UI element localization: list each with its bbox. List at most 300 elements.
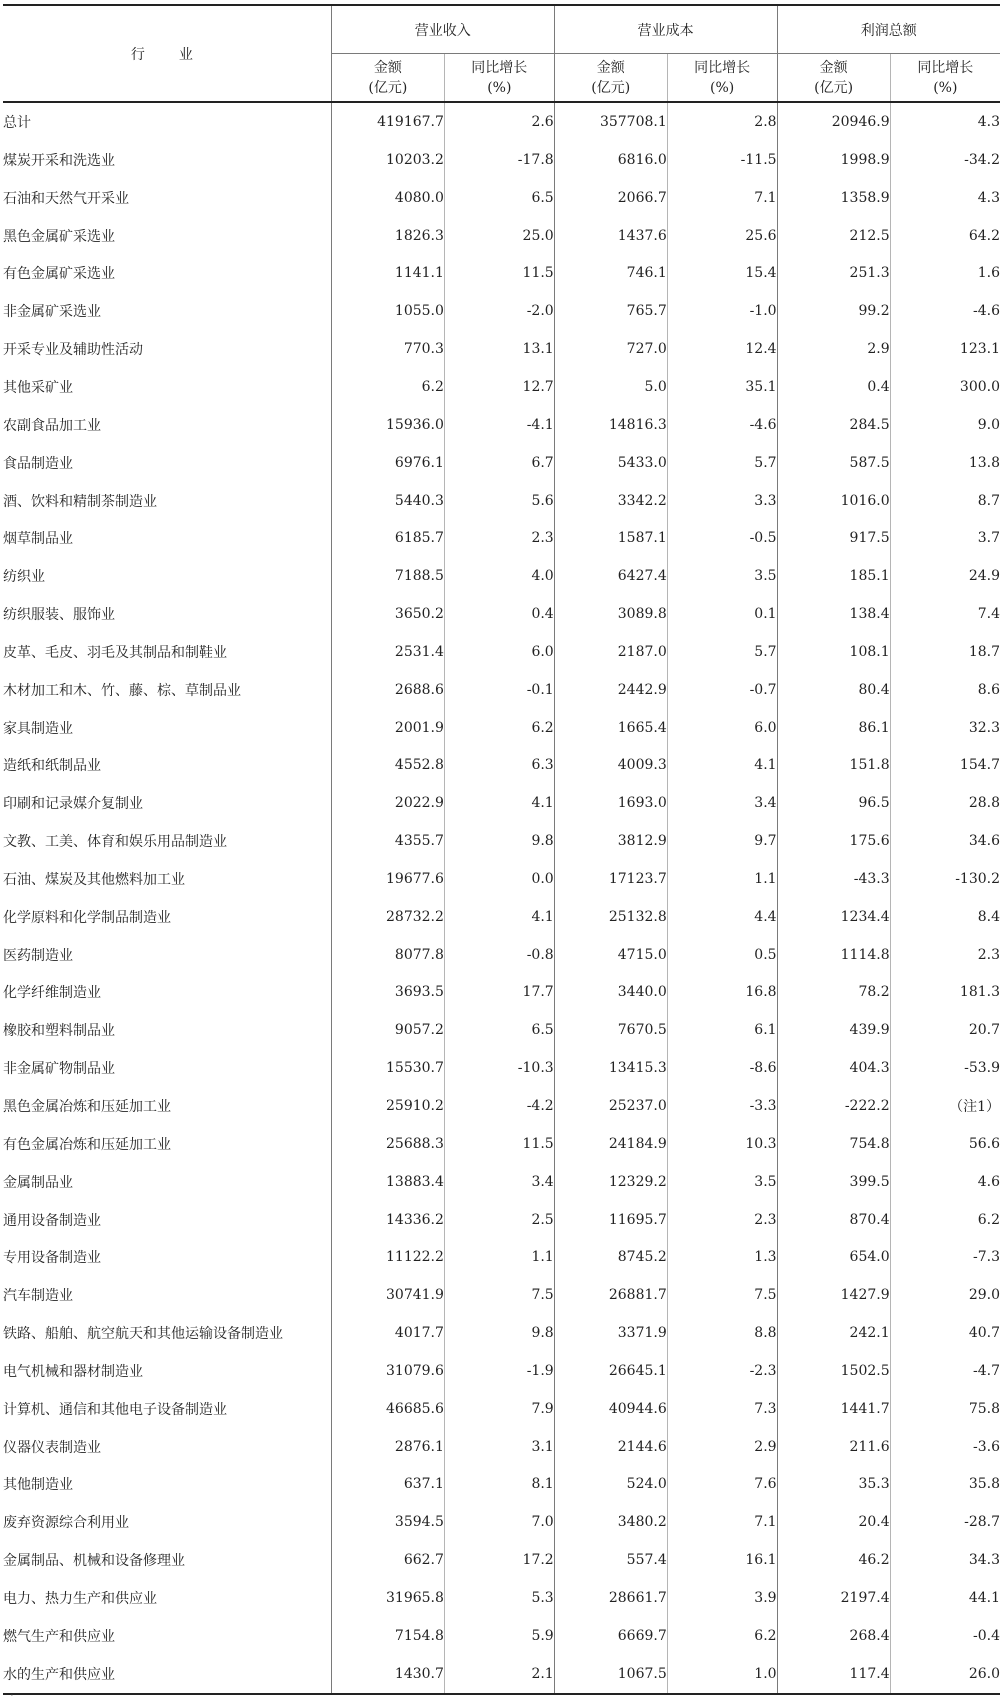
revenue-amount-cell: 6185.7 xyxy=(331,519,444,557)
cost-amount-cell: 28661.7 xyxy=(554,1579,667,1617)
profit-growth-cell: 3.7 xyxy=(890,519,1000,557)
revenue-growth-cell: 6.5 xyxy=(444,1011,554,1049)
table-row xyxy=(3,671,1000,709)
industry-name-cell: 燃气生产和供应业 xyxy=(3,1617,331,1655)
revenue-growth-cell: -17.8 xyxy=(444,141,554,179)
revenue-amount-cell: 8077.8 xyxy=(331,936,444,974)
revenue-growth-cell: 2.3 xyxy=(444,519,554,557)
profit-growth-cell: 35.8 xyxy=(890,1466,1000,1504)
cost-growth-cell: 10.3 xyxy=(667,1125,777,1163)
industry-name-cell: 皮革、毛皮、羽毛及其制品和制鞋业 xyxy=(3,633,331,671)
table-row xyxy=(3,557,1000,595)
table-row xyxy=(3,860,1000,898)
cost-amount-cell: 24184.9 xyxy=(554,1125,667,1163)
cost-amount-cell: 3812.9 xyxy=(554,822,667,860)
table-row xyxy=(3,519,1000,557)
table-row xyxy=(3,368,1000,406)
cost-amount-cell: 3440.0 xyxy=(554,974,667,1012)
industry-name-cell: 家具制造业 xyxy=(3,709,331,747)
table-row xyxy=(3,444,1000,482)
table-row xyxy=(3,1541,1000,1579)
revenue-amount-cell: 662.7 xyxy=(331,1541,444,1579)
industry-name-cell: 非金属矿物制品业 xyxy=(3,1049,331,1087)
profit-growth-cell: 8.7 xyxy=(890,482,1000,520)
industry-name-cell: 石油、煤炭及其他燃料加工业 xyxy=(3,860,331,898)
profit-growth-cell: 8.6 xyxy=(890,671,1000,709)
revenue-growth-cell: 5.9 xyxy=(444,1617,554,1655)
revenue-amount-cell: 46685.6 xyxy=(331,1390,444,1428)
cost-amount-cell: 6427.4 xyxy=(554,557,667,595)
profit-growth-cell: 75.8 xyxy=(890,1390,1000,1428)
profit-amount-cell: 35.3 xyxy=(777,1466,890,1504)
industry-name-cell: 石油和天然气开采业 xyxy=(3,179,331,217)
profit-amount-cell: 20946.9 xyxy=(777,102,890,141)
cost-amount-cell: 1665.4 xyxy=(554,709,667,747)
industry-name-cell: 食品制造业 xyxy=(3,444,331,482)
revenue-header: 营业收入 xyxy=(331,5,554,54)
profit-growth-cell: 7.4 xyxy=(890,595,1000,633)
cost-amount-cell: 357708.1 xyxy=(554,102,667,141)
revenue-amount-cell: 1141.1 xyxy=(331,255,444,293)
profit-amount-cell: 2.9 xyxy=(777,330,890,368)
revenue-amount-cell: 15936.0 xyxy=(331,406,444,444)
industry-table xyxy=(3,4,1000,1695)
profit-amount-cell: 46.2 xyxy=(777,1541,890,1579)
profit-growth-cell: 4.3 xyxy=(890,102,1000,141)
revenue-amount-header: 金额 (亿元) xyxy=(331,54,444,103)
revenue-growth-cell: 17.7 xyxy=(444,974,554,1012)
revenue-growth-cell: 3.1 xyxy=(444,1428,554,1466)
table-row xyxy=(3,747,1000,785)
cost-amount-cell: 8745.2 xyxy=(554,1238,667,1276)
table-row xyxy=(3,255,1000,293)
revenue-growth-cell: -0.8 xyxy=(444,936,554,974)
revenue-amount-cell: 2876.1 xyxy=(331,1428,444,1466)
revenue-amount-cell: 30741.9 xyxy=(331,1276,444,1314)
table-row xyxy=(3,1390,1000,1428)
revenue-growth-cell: 6.0 xyxy=(444,633,554,671)
industry-name-cell: 铁路、船舶、航空航天和其他运输设备制造业 xyxy=(3,1314,331,1352)
profit-growth-cell: 24.9 xyxy=(890,557,1000,595)
industry-name-cell: 烟草制品业 xyxy=(3,519,331,557)
industry-name-cell: 煤炭开采和洗选业 xyxy=(3,141,331,179)
cost-growth-cell: 0.1 xyxy=(667,595,777,633)
profit-amount-cell: 284.5 xyxy=(777,406,890,444)
revenue-amount-cell: 2001.9 xyxy=(331,709,444,747)
industry-name-cell: 医药制造业 xyxy=(3,936,331,974)
cost-amount-cell: 1587.1 xyxy=(554,519,667,557)
cost-amount-cell: 1437.6 xyxy=(554,217,667,255)
revenue-amount-cell: 15530.7 xyxy=(331,1049,444,1087)
revenue-amount-cell: 31965.8 xyxy=(331,1579,444,1617)
cost-growth-cell: -4.6 xyxy=(667,406,777,444)
industry-name-cell: 汽车制造业 xyxy=(3,1276,331,1314)
profit-growth-cell: 44.1 xyxy=(890,1579,1000,1617)
cost-amount-cell: 7670.5 xyxy=(554,1011,667,1049)
profit-amount-cell: 917.5 xyxy=(777,519,890,557)
revenue-growth-cell: 7.0 xyxy=(444,1503,554,1541)
profit-amount-cell: 138.4 xyxy=(777,595,890,633)
revenue-amount-cell: 3693.5 xyxy=(331,974,444,1012)
table-row xyxy=(3,1503,1000,1541)
cost-amount-cell: 14816.3 xyxy=(554,406,667,444)
revenue-amount-cell: 4080.0 xyxy=(331,179,444,217)
table-row xyxy=(3,633,1000,671)
profit-amount-cell: 399.5 xyxy=(777,1163,890,1201)
industry-name-cell: 电气机械和器材制造业 xyxy=(3,1352,331,1390)
revenue-growth-cell: 7.5 xyxy=(444,1276,554,1314)
cost-amount-cell: 11695.7 xyxy=(554,1201,667,1239)
table-row xyxy=(3,1163,1000,1201)
cost-amount-cell: 3089.8 xyxy=(554,595,667,633)
cost-growth-cell: 4.4 xyxy=(667,898,777,936)
cost-growth-cell: 1.3 xyxy=(667,1238,777,1276)
revenue-growth-cell: 0.4 xyxy=(444,595,554,633)
cost-growth-cell: 6.2 xyxy=(667,1617,777,1655)
profit-amount-cell: 1998.9 xyxy=(777,141,890,179)
industry-name-cell: 化学纤维制造业 xyxy=(3,974,331,1012)
revenue-amount-cell: 31079.6 xyxy=(331,1352,444,1390)
revenue-growth-cell: 4.1 xyxy=(444,898,554,936)
revenue-growth-cell: 4.0 xyxy=(444,557,554,595)
cost-growth-cell: 2.8 xyxy=(667,102,777,141)
cost-growth-cell: 1.0 xyxy=(667,1655,777,1694)
revenue-growth-cell: 6.7 xyxy=(444,444,554,482)
cost-growth-cell: -8.6 xyxy=(667,1049,777,1087)
cost-growth-cell: 9.7 xyxy=(667,822,777,860)
revenue-growth-cell: 1.1 xyxy=(444,1238,554,1276)
table-row xyxy=(3,1087,1000,1125)
cost-growth-cell: 4.1 xyxy=(667,747,777,785)
cost-growth-cell: 3.9 xyxy=(667,1579,777,1617)
revenue-growth-cell: -10.3 xyxy=(444,1049,554,1087)
industry-name-cell: 黑色金属冶炼和压延加工业 xyxy=(3,1087,331,1125)
revenue-amount-cell: 419167.7 xyxy=(331,102,444,141)
cost-growth-cell: 1.1 xyxy=(667,860,777,898)
revenue-growth-cell: 5.3 xyxy=(444,1579,554,1617)
cost-amount-cell: 3371.9 xyxy=(554,1314,667,1352)
cost-growth-cell: -1.0 xyxy=(667,292,777,330)
profit-amount-cell: 99.2 xyxy=(777,292,890,330)
cost-amount-cell: 3480.2 xyxy=(554,1503,667,1541)
industry-name-cell: 有色金属矿采选业 xyxy=(3,255,331,293)
table-row xyxy=(3,1466,1000,1504)
cost-amount-cell: 4009.3 xyxy=(554,747,667,785)
revenue-growth-cell: 11.5 xyxy=(444,255,554,293)
profit-amount-cell: -43.3 xyxy=(777,860,890,898)
profit-amount-cell: 1016.0 xyxy=(777,482,890,520)
profit-growth-cell: 154.7 xyxy=(890,747,1000,785)
profit-amount-cell: 117.4 xyxy=(777,1655,890,1694)
table-row xyxy=(3,1276,1000,1314)
profit-amount-cell: 242.1 xyxy=(777,1314,890,1352)
industry-name-cell: 金属制品业 xyxy=(3,1163,331,1201)
revenue-amount-cell: 4017.7 xyxy=(331,1314,444,1352)
cost-growth-cell: 35.1 xyxy=(667,368,777,406)
cost-growth-cell: 5.7 xyxy=(667,444,777,482)
table-row xyxy=(3,1579,1000,1617)
profit-amount-cell: 1114.8 xyxy=(777,936,890,974)
cost-growth-header: 同比增长 (%) xyxy=(667,54,777,103)
cost-growth-cell: 7.5 xyxy=(667,1276,777,1314)
revenue-amount-cell: 1055.0 xyxy=(331,292,444,330)
cost-growth-cell: 5.7 xyxy=(667,633,777,671)
revenue-amount-cell: 1430.7 xyxy=(331,1655,444,1694)
profit-amount-cell: 1441.7 xyxy=(777,1390,890,1428)
cost-growth-cell: -0.7 xyxy=(667,671,777,709)
profit-amount-cell: 754.8 xyxy=(777,1125,890,1163)
cost-amount-cell: 12329.2 xyxy=(554,1163,667,1201)
profit-amount-header: 金额 (亿元) xyxy=(777,54,890,103)
cost-amount-cell: 1067.5 xyxy=(554,1655,667,1694)
table-row xyxy=(3,330,1000,368)
profit-amount-cell: 108.1 xyxy=(777,633,890,671)
revenue-amount-cell: 6.2 xyxy=(331,368,444,406)
table-row xyxy=(3,292,1000,330)
cost-growth-cell: 3.3 xyxy=(667,482,777,520)
profit-growth-cell: （注1） xyxy=(890,1087,1000,1125)
cost-growth-cell: 7.1 xyxy=(667,1503,777,1541)
industry-name-cell: 农副食品加工业 xyxy=(3,406,331,444)
industry-name-cell: 其他采矿业 xyxy=(3,368,331,406)
profit-amount-cell: 86.1 xyxy=(777,709,890,747)
table-row xyxy=(3,1201,1000,1239)
industry-name-cell: 专用设备制造业 xyxy=(3,1238,331,1276)
cost-growth-cell: -0.5 xyxy=(667,519,777,557)
total-row xyxy=(3,102,1000,141)
table-row xyxy=(3,822,1000,860)
profit-amount-cell: 78.2 xyxy=(777,974,890,1012)
revenue-amount-cell: 7188.5 xyxy=(331,557,444,595)
cost-growth-cell: 6.0 xyxy=(667,709,777,747)
revenue-growth-cell: -4.1 xyxy=(444,406,554,444)
profit-growth-cell: -34.2 xyxy=(890,141,1000,179)
profit-amount-cell: 175.6 xyxy=(777,822,890,860)
revenue-amount-cell: 11122.2 xyxy=(331,1238,444,1276)
cost-amount-header: 金额 (亿元) xyxy=(554,54,667,103)
cost-amount-cell: 2442.9 xyxy=(554,671,667,709)
revenue-growth-cell: 9.8 xyxy=(444,822,554,860)
industry-name-cell: 总计 xyxy=(3,102,331,141)
table-body xyxy=(3,102,1000,1694)
table-row xyxy=(3,936,1000,974)
revenue-growth-cell: 13.1 xyxy=(444,330,554,368)
profit-amount-cell: 1502.5 xyxy=(777,1352,890,1390)
revenue-amount-cell: 4355.7 xyxy=(331,822,444,860)
profit-growth-cell: 13.8 xyxy=(890,444,1000,482)
revenue-amount-cell: 5440.3 xyxy=(331,482,444,520)
cost-amount-cell: 2144.6 xyxy=(554,1428,667,1466)
table-row xyxy=(3,482,1000,520)
revenue-amount-cell: 3650.2 xyxy=(331,595,444,633)
industry-name-cell: 纺织服装、服饰业 xyxy=(3,595,331,633)
revenue-amount-cell: 2688.6 xyxy=(331,671,444,709)
table-row xyxy=(3,974,1000,1012)
industry-name-cell: 非金属矿采选业 xyxy=(3,292,331,330)
revenue-amount-cell: 14336.2 xyxy=(331,1201,444,1239)
revenue-growth-cell: -2.0 xyxy=(444,292,554,330)
profit-growth-cell: 2.3 xyxy=(890,936,1000,974)
table-row xyxy=(3,179,1000,217)
industry-name-cell: 有色金属冶炼和压延加工业 xyxy=(3,1125,331,1163)
profit-growth-cell: -4.6 xyxy=(890,292,1000,330)
industry-name-cell: 仪器仪表制造业 xyxy=(3,1428,331,1466)
table-row xyxy=(3,1428,1000,1466)
table-row xyxy=(3,1238,1000,1276)
cost-growth-cell: 3.4 xyxy=(667,784,777,822)
industry-name-cell: 化学原料和化学制品制造业 xyxy=(3,898,331,936)
revenue-amount-cell: 9057.2 xyxy=(331,1011,444,1049)
profit-growth-cell: 6.2 xyxy=(890,1201,1000,1239)
table-row xyxy=(3,141,1000,179)
profit-growth-cell: 1.6 xyxy=(890,255,1000,293)
profit-growth-cell: 56.6 xyxy=(890,1125,1000,1163)
table-row xyxy=(3,1352,1000,1390)
profit-amount-cell: 212.5 xyxy=(777,217,890,255)
profit-growth-cell: 123.1 xyxy=(890,330,1000,368)
table-row xyxy=(3,595,1000,633)
cost-growth-cell: -11.5 xyxy=(667,141,777,179)
table-row xyxy=(3,1314,1000,1352)
profit-growth-header: 同比增长 (%) xyxy=(890,54,1000,103)
cost-amount-cell: 5433.0 xyxy=(554,444,667,482)
profit-growth-cell: 32.3 xyxy=(890,709,1000,747)
profit-amount-cell: 587.5 xyxy=(777,444,890,482)
table-row xyxy=(3,1125,1000,1163)
table-row xyxy=(3,1011,1000,1049)
cost-growth-cell: 16.8 xyxy=(667,974,777,1012)
table-header xyxy=(3,5,1000,102)
profit-amount-cell: 0.4 xyxy=(777,368,890,406)
cost-amount-cell: 765.7 xyxy=(554,292,667,330)
profit-growth-cell: 20.7 xyxy=(890,1011,1000,1049)
profit-amount-cell: 870.4 xyxy=(777,1201,890,1239)
revenue-amount-cell: 3594.5 xyxy=(331,1503,444,1541)
revenue-growth-cell: 2.6 xyxy=(444,102,554,141)
profit-amount-cell: 251.3 xyxy=(777,255,890,293)
profit-growth-cell: 18.7 xyxy=(890,633,1000,671)
cost-amount-cell: 524.0 xyxy=(554,1466,667,1504)
cost-amount-cell: 2187.0 xyxy=(554,633,667,671)
revenue-amount-cell: 4552.8 xyxy=(331,747,444,785)
cost-amount-cell: 6816.0 xyxy=(554,141,667,179)
cost-growth-cell: 7.6 xyxy=(667,1466,777,1504)
cost-amount-cell: 3342.2 xyxy=(554,482,667,520)
revenue-amount-cell: 770.3 xyxy=(331,330,444,368)
profit-growth-cell: 29.0 xyxy=(890,1276,1000,1314)
cost-growth-cell: 15.4 xyxy=(667,255,777,293)
profit-growth-cell: -130.2 xyxy=(890,860,1000,898)
profit-amount-cell: 1358.9 xyxy=(777,179,890,217)
revenue-growth-cell: 0.0 xyxy=(444,860,554,898)
revenue-growth-cell: 4.1 xyxy=(444,784,554,822)
table-row xyxy=(3,898,1000,936)
industry-name-cell: 造纸和纸制品业 xyxy=(3,747,331,785)
revenue-growth-cell: 17.2 xyxy=(444,1541,554,1579)
cost-growth-cell: -2.3 xyxy=(667,1352,777,1390)
industry-name-cell: 金属制品、机械和设备修理业 xyxy=(3,1541,331,1579)
cost-amount-cell: 557.4 xyxy=(554,1541,667,1579)
cost-amount-cell: 40944.6 xyxy=(554,1390,667,1428)
profit-amount-cell: 96.5 xyxy=(777,784,890,822)
profit-amount-cell: -222.2 xyxy=(777,1087,890,1125)
revenue-amount-cell: 25910.2 xyxy=(331,1087,444,1125)
table-row xyxy=(3,1049,1000,1087)
industry-name-cell: 开采专业及辅助性活动 xyxy=(3,330,331,368)
profit-growth-cell: 8.4 xyxy=(890,898,1000,936)
industry-name-cell: 橡胶和塑料制品业 xyxy=(3,1011,331,1049)
profit-amount-cell: 1427.9 xyxy=(777,1276,890,1314)
revenue-growth-cell: 7.9 xyxy=(444,1390,554,1428)
profit-growth-cell: -53.9 xyxy=(890,1049,1000,1087)
profit-amount-cell: 185.1 xyxy=(777,557,890,595)
cost-amount-cell: 13415.3 xyxy=(554,1049,667,1087)
cost-growth-cell: 8.8 xyxy=(667,1314,777,1352)
cost-growth-cell: 3.5 xyxy=(667,1163,777,1201)
revenue-amount-cell: 6976.1 xyxy=(331,444,444,482)
cost-amount-cell: 26645.1 xyxy=(554,1352,667,1390)
industry-name-cell: 印刷和记录媒介复制业 xyxy=(3,784,331,822)
revenue-growth-cell: -1.9 xyxy=(444,1352,554,1390)
revenue-growth-header: 同比增长 (%) xyxy=(444,54,554,103)
revenue-amount-cell: 19677.6 xyxy=(331,860,444,898)
profit-growth-cell: -7.3 xyxy=(890,1238,1000,1276)
revenue-amount-cell: 7154.8 xyxy=(331,1617,444,1655)
industry-name-cell: 废弃资源综合利用业 xyxy=(3,1503,331,1541)
cost-amount-cell: 6669.7 xyxy=(554,1617,667,1655)
industry-name-cell: 酒、饮料和精制茶制造业 xyxy=(3,482,331,520)
cost-growth-cell: 0.5 xyxy=(667,936,777,974)
cost-growth-cell: 7.3 xyxy=(667,1390,777,1428)
profit-growth-cell: 9.0 xyxy=(890,406,1000,444)
industry-name-cell: 水的生产和供应业 xyxy=(3,1655,331,1694)
profit-amount-cell: 439.9 xyxy=(777,1011,890,1049)
revenue-growth-cell: 2.1 xyxy=(444,1655,554,1694)
revenue-growth-cell: 11.5 xyxy=(444,1125,554,1163)
revenue-growth-cell: 2.5 xyxy=(444,1201,554,1239)
profit-amount-cell: 151.8 xyxy=(777,747,890,785)
revenue-amount-cell: 25688.3 xyxy=(331,1125,444,1163)
profit-growth-cell: -0.4 xyxy=(890,1617,1000,1655)
cost-growth-cell: 2.9 xyxy=(667,1428,777,1466)
revenue-amount-cell: 28732.2 xyxy=(331,898,444,936)
cost-amount-cell: 5.0 xyxy=(554,368,667,406)
industry-name-cell: 木材加工和木、竹、藤、棕、草制品业 xyxy=(3,671,331,709)
industry-name-cell: 计算机、通信和其他电子设备制造业 xyxy=(3,1390,331,1428)
cost-growth-cell: 6.1 xyxy=(667,1011,777,1049)
revenue-growth-cell: -4.2 xyxy=(444,1087,554,1125)
revenue-amount-cell: 10203.2 xyxy=(331,141,444,179)
revenue-growth-cell: 3.4 xyxy=(444,1163,554,1201)
revenue-amount-cell: 13883.4 xyxy=(331,1163,444,1201)
cost-amount-cell: 25237.0 xyxy=(554,1087,667,1125)
profit-growth-cell: -3.6 xyxy=(890,1428,1000,1466)
industry-name-cell: 纺织业 xyxy=(3,557,331,595)
profit-growth-cell: 26.0 xyxy=(890,1655,1000,1694)
profit-growth-cell: -28.7 xyxy=(890,1503,1000,1541)
profit-amount-cell: 404.3 xyxy=(777,1049,890,1087)
profit-growth-cell: 40.7 xyxy=(890,1314,1000,1352)
industry-name-cell: 其他制造业 xyxy=(3,1466,331,1504)
footnote-mark: · xyxy=(10,1688,14,1702)
industry-header: 行 业 xyxy=(3,5,331,102)
table-row xyxy=(3,784,1000,822)
table-row xyxy=(3,1655,1000,1694)
profit-amount-cell: 80.4 xyxy=(777,671,890,709)
profit-amount-cell: 211.6 xyxy=(777,1428,890,1466)
table-row xyxy=(3,1617,1000,1655)
cost-growth-cell: 7.1 xyxy=(667,179,777,217)
